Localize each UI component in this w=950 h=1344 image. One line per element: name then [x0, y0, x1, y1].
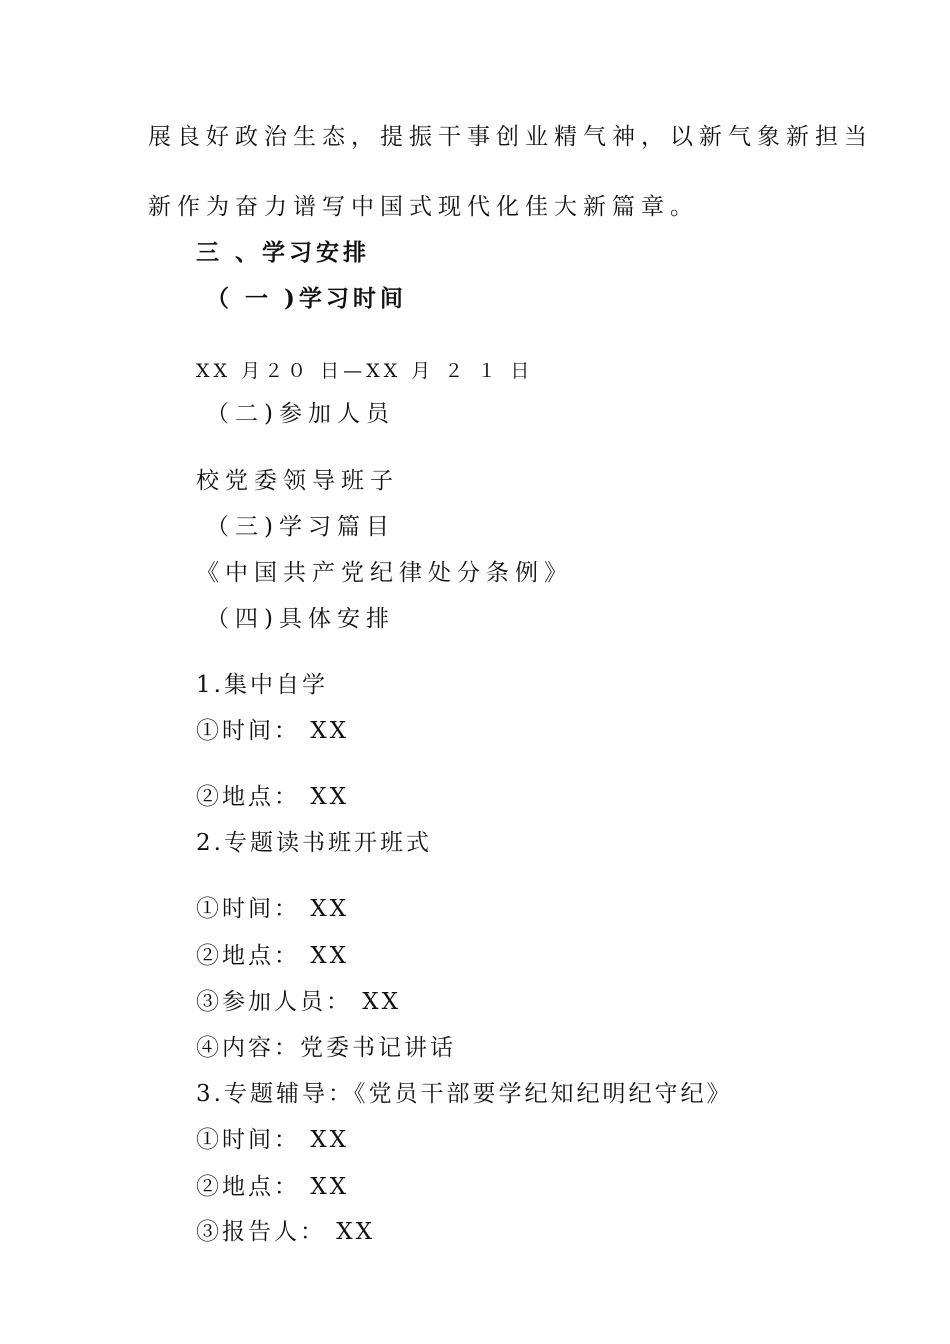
opening-place: ②地点： XX	[196, 943, 350, 969]
lecture-time: ①时间： XX	[196, 1127, 350, 1153]
self-study-place: ②地点： XX	[196, 784, 350, 810]
time-heading: （ 一 )学习时间	[206, 285, 407, 312]
schedule-heading: （四)具体安排	[206, 606, 395, 632]
lecture-place: ②地点： XX	[196, 1174, 350, 1200]
reading-heading: （三)学习篇目	[206, 514, 395, 540]
paragraph-line-2: 新作为奋力谱写中国式现代化佳大新篇章。	[148, 194, 699, 220]
participants-heading: （二)参加人员	[206, 401, 395, 427]
time-value: XX 月２０ 日—XX 月 ２ １ 日	[196, 360, 534, 382]
lecture-title: 3.专题辅导：《党员干部要学纪知纪明纪守纪》	[196, 1081, 733, 1107]
opening-content: ④内容：党委书记讲话	[196, 1035, 456, 1061]
section-title: 三 、学习安排	[196, 239, 371, 266]
opening-time: ①时间： XX	[196, 896, 350, 922]
opening-title: 2.专题读书班开班式	[196, 830, 432, 856]
participants-value: 校党委领导班子	[196, 468, 399, 494]
self-study-title: 1.集中自学	[196, 672, 328, 698]
self-study-time: ①时间： XX	[196, 718, 350, 744]
lecture-speaker: ③报告人： XX	[196, 1219, 376, 1245]
paragraph-line-1: 展良好政治生态，提振干事创业精气神，以新气象新担当	[148, 124, 873, 150]
reading-value: 《中国共产党纪律处分条例》	[196, 560, 573, 586]
opening-attendees: ③参加人员： XX	[196, 989, 402, 1015]
